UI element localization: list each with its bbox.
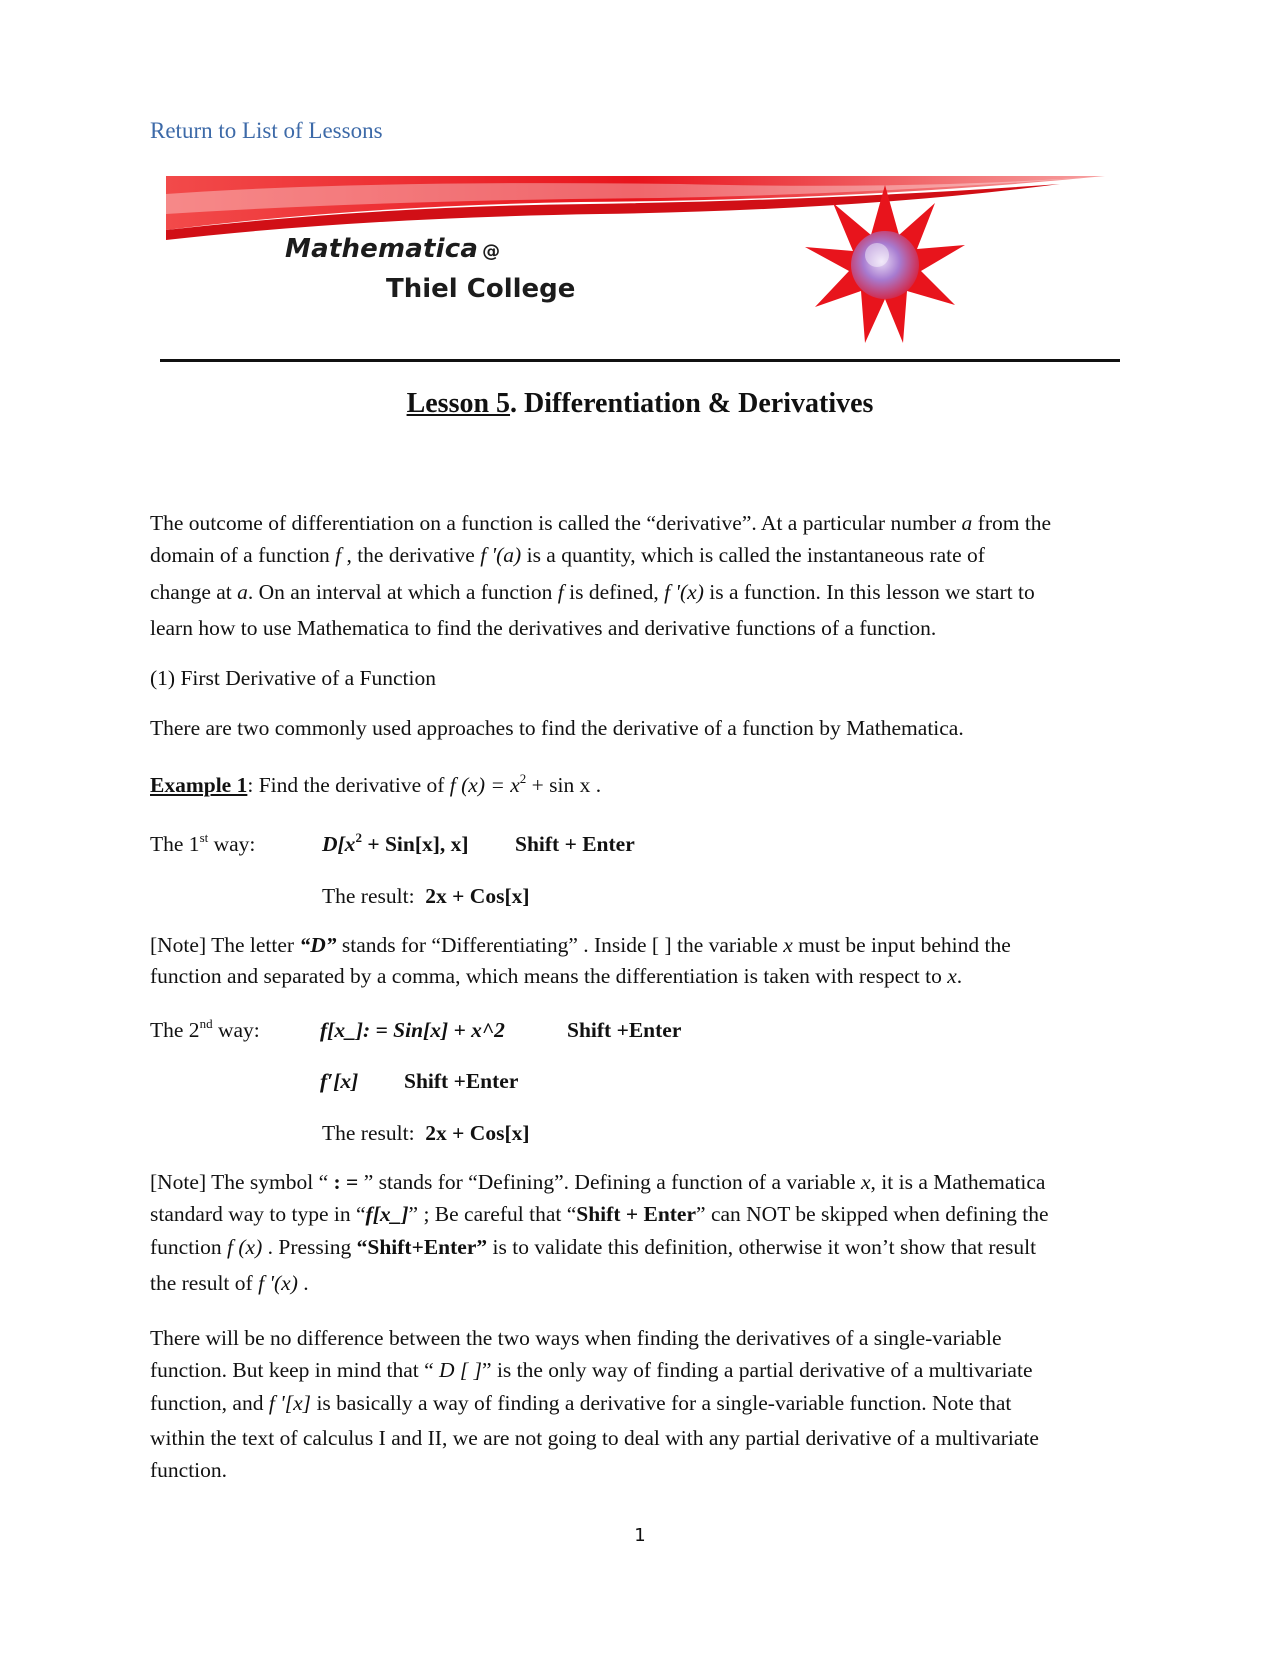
way1-label: The 1st way: — [150, 830, 256, 856]
return-to-lessons-link[interactable]: Return to List of Lessons — [150, 118, 383, 143]
intro-line-4: learn how to use Mathematica to find the derivatives and derivative functions of a function. — [150, 616, 937, 640]
way2-definition: f[x_]: = Sin[x] + x^2 — [320, 1018, 505, 1042]
example-label: Example 1 — [150, 773, 248, 797]
lesson-label: Lesson 5 — [406, 388, 511, 419]
banner-swoosh — [160, 170, 1120, 370]
intro-line-2: domain of a function f , the derivative f '(a) is a quantity, which is called the instantaneous rate of — [150, 543, 985, 567]
way1-result: The result: 2x + Cos[x] — [322, 884, 530, 908]
closing-line-2: function. But keep in mind that “ D [ ]” is the only way of finding a partial derivative of a multivariate — [150, 1358, 1033, 1382]
way2-result-value: 2x + Cos[x] — [425, 1121, 530, 1145]
way2-result: The result: 2x + Cos[x] — [322, 1121, 530, 1145]
note2-line-2: standard way to type in “f[x_]” ; Be careful that “Shift + Enter” can NOT be skipped when defining the — [150, 1202, 1049, 1226]
approaches-text: There are two commonly used approaches to find the derivative of a function by Mathematica. — [150, 716, 964, 740]
way1-code: $D[x^2 + Sin[x]$, x] — [322, 830, 469, 856]
closing-line-1: There will be no difference between the two ways when finding the derivatives of a single-variable — [150, 1326, 1002, 1350]
note1-line-2: function and separated by a comma, which means the differentiation is taken with respect to x. — [150, 964, 963, 988]
example-1: Example 1: Find the derivative of f $(x) = x^2 + \sin x$ . — [150, 771, 602, 797]
note2-line-3: function f (x) . Pressing “Shift+Enter” is to validate this definition, otherwise it won’t show that result — [150, 1235, 1037, 1259]
note1-line-1: [Note] The letter “D” stands for “Differentiating” . Inside [ ] the variable x must be input behind the — [150, 933, 1011, 957]
way2-fprime: f′[x] — [320, 1069, 359, 1093]
closing-line-3: function, and f '[x] is basically a way of finding a derivative for a single-variable function. Note that — [150, 1391, 1012, 1415]
banner-rule — [160, 359, 1120, 362]
banner-thiel-college-text: Thiel College — [386, 274, 576, 304]
closing-line-4: within the text of calculus I and II, we are not going to deal with any partial derivative of a multivariate — [150, 1426, 1039, 1450]
page-number: 1 — [634, 1525, 646, 1546]
intro-line-1: The outcome of differentiation on a function is called the “derivative”. At a particular number a from the — [150, 511, 1052, 535]
way2-fprime-keys: Shift +Enter — [404, 1069, 519, 1093]
way2-definition-keys: Shift +Enter — [567, 1018, 682, 1042]
lesson-title-sep: . — [510, 388, 518, 419]
way2-label: The 2nd way: — [150, 1016, 260, 1042]
intro-line-3: change at a. On an interval at which a function f is defined, f '(x) is a function. In this lesson we start to — [150, 580, 1035, 604]
lesson-title — [0, 388, 1280, 420]
banner-mathematica-text: Mathematica — [285, 234, 479, 264]
banner — [160, 170, 1120, 370]
mathematica-star-logo — [800, 180, 970, 350]
note2-line-4: the result of f '(x) . — [150, 1271, 309, 1295]
way1-result-value: 2x + Cos[x] — [425, 884, 530, 908]
way1-keys: Shift + Enter — [515, 832, 635, 856]
lesson-title-text: Differentiation & Derivatives — [517, 388, 874, 419]
note2-line-1: [Note] The symbol “ : = ” stands for “Defining”. Defining a function of a variable x, it is a Mathematica — [150, 1170, 1046, 1194]
section-heading: (1) First Derivative of a Function — [150, 666, 437, 690]
banner-at-symbol: @ — [482, 241, 501, 262]
closing-line-5: function. — [150, 1458, 228, 1482]
